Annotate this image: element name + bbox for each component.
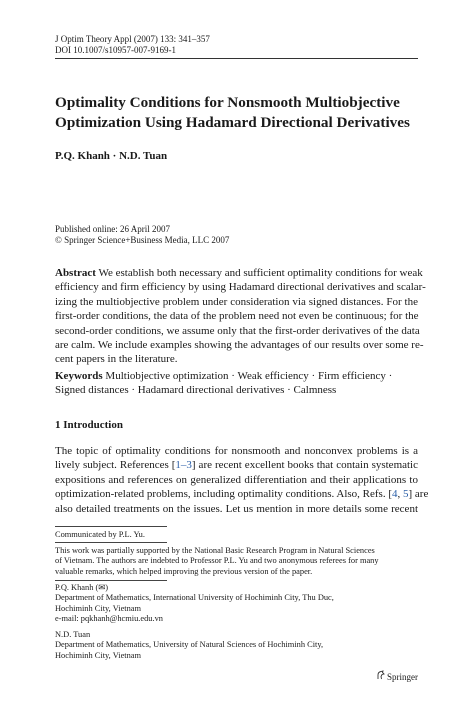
intro-line: also detailed treatments on the issues. Let us mention in more details some recent [55,502,418,515]
paper-title [55,93,410,133]
communicated-by: Communicated by P.L. Yu. [55,530,145,539]
citation-link[interactable]: 1–3 [175,459,192,472]
intro-line: optimization-related problems, including optimality conditions. Also, Refs. [4, 5] are [55,488,429,501]
abstract-line: second-order conditions, we assume only that the first-order derivatives of the data [55,324,420,337]
abstract [55,266,426,367]
abstract-line: efficiency and firm efficiency by using Hadamard directional derivatives and scalar- [55,281,426,294]
copyright: © Springer Science+Business Media, LLC 2007 [55,235,230,245]
keywords-label: Keywords [55,370,103,382]
funding-note: This work was partially supported by the National Basic Research Program in Natural Sciences of Vietnam. The authors are indebted to Professor P.L. Yu and two anonymous referees for many valuable remarks, which helped improving the previous version of the paper. [55,546,379,576]
keywords [55,369,418,398]
abstract-line: izing the multiobjective problem under consideration via signed distances. For the [55,295,418,308]
published-date: Published online: 26 April 2007 [55,224,171,234]
footnote-rule [55,580,167,581]
citation-link[interactable]: 5 [402,488,409,501]
abstract-line: Abstract We establish both necessary and sufficient optimality conditions for weak [55,267,423,279]
journal-info [55,34,210,56]
abstract-line: first-order conditions, the data of the problem need not even be continuous; for the [55,310,419,323]
introduction-text [55,444,429,516]
journal-doi: DOI 10.1007/s10957-007-9169-1 [55,45,176,55]
author-email[interactable]: e-mail: pqkhanh@hcmiu.edu.vn [55,614,163,624]
authors: P.Q. Khanh · N.D. Tuan [55,150,168,162]
intro-line: lively subject. References [1–3] are recent excellent books that contain systematic [55,459,418,472]
springer-horse-icon [376,670,385,682]
journal-citation: J Optim Theory Appl (2007) 133: 341–357 [55,34,210,44]
author-name: N.D. Tuan [55,630,91,639]
author-name: P.Q. Khanh (✉) [55,583,109,592]
intro-line: The topic of optimality conditions for nonsmooth and nonconvex problems is a [55,445,418,457]
header-rule [55,58,418,59]
author-affiliation-tuan: N.D. Tuan Department of Mathematics, University of Natural Sciences of Hochiminh City, Hochiminh City, Vietnam [55,630,324,660]
abstract-label: Abstract [55,267,96,279]
keywords-line: Signed distances · Hadamard directional derivatives · Calmness [55,384,337,397]
author-affiliation-khanh: P.Q. Khanh (✉) Department of Mathematics, International University of Hochiminh City, Thu Duc, Hochiminh City, Vietnam e-mail: pqkhanh@hcmiu.edu.vn [55,583,334,624]
keywords-line: Keywords Multiobjective optimization · Weak efficiency · Firm efficiency · [55,370,393,382]
abstract-line: are calm. We include examples showing the advantages of our results over some re- [55,338,424,351]
publication-info [55,224,229,246]
publisher-logo [376,670,418,682]
section-heading: 1 Introduction [55,419,123,431]
abstract-line: cent papers in the literature. [55,353,178,366]
title-line-2: Optimization Using Hadamard Directional Derivatives [55,114,410,131]
publisher-name: Springer [387,672,418,682]
intro-line: expositions and references on generalized differentiation and their applications to [55,473,418,486]
title-line-1: Optimality Conditions for Nonsmooth Multiobjective [55,94,400,111]
citation-link[interactable]: 4 [391,488,398,501]
footnote-rule [55,526,167,527]
footnote-rule [55,542,167,543]
